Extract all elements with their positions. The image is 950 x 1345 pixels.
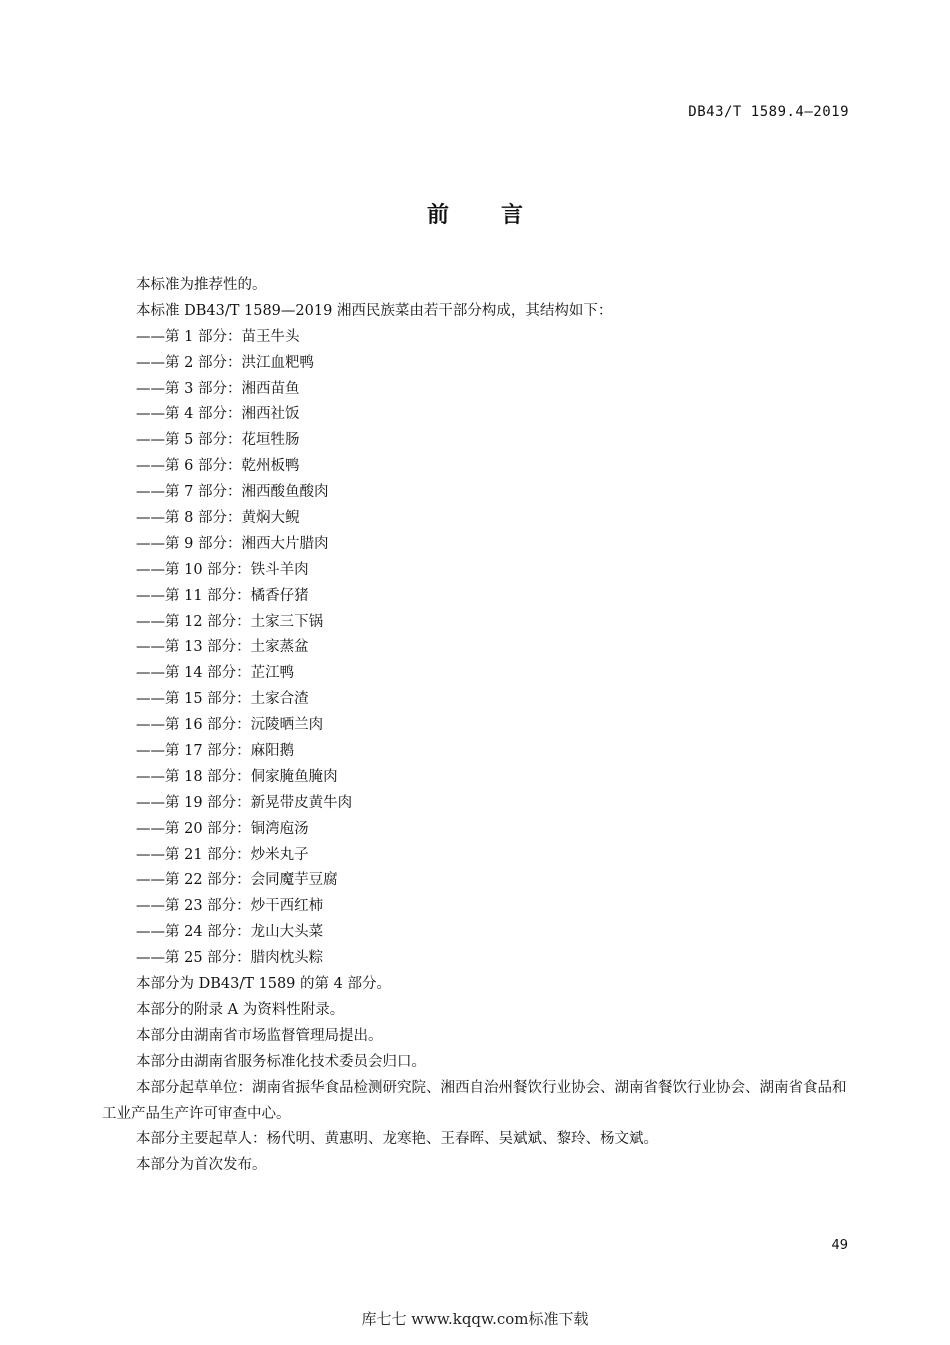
footer-watermark: 库七七 www.kqqw.com标准下载 — [361, 1310, 589, 1328]
list-item: ——第 18 部分：侗家腌鱼腌肉 — [136, 768, 338, 785]
paragraph-drafting-units: 本部分起草单位：湖南省振华食品检测研究院、湘西自治州餐饮行业协会、湖南省餐饮行业协会、湖南省食品和工业产品生产许可审查中心。 — [102, 1079, 847, 1122]
list-item: ——第 17 部分：麻阳鹅 — [136, 743, 295, 760]
list-item: ——第 15 部分：土家合渣 — [136, 691, 309, 708]
list-item: ——第 7 部分：湘西酸鱼酸肉 — [136, 484, 329, 501]
paragraph: 本部分的附录 A 为资料性附录。 — [136, 1001, 345, 1018]
list-item: ——第 23 部分：炒干西红柿 — [136, 898, 324, 915]
list-item: ——第 5 部分：花垣牲肠 — [136, 432, 300, 449]
paragraph: 本部分由湖南省市场监督管理局提出。 — [136, 1027, 383, 1044]
paragraph-drafters: 本部分主要起草人：杨代明、黄惠明、龙寒艳、王春晖、吴斌斌、黎玲、杨文斌。 — [136, 1131, 658, 1148]
list-item: ——第 6 部分：乾州板鸭 — [136, 458, 300, 475]
list-item: ——第 22 部分：会同魔芋豆腐 — [136, 872, 338, 889]
list-item: ——第 9 部分：湘西大片腊肉 — [136, 535, 329, 552]
list-item: ——第 2 部分：洪江血粑鸭 — [136, 354, 314, 371]
list-item: ——第 10 部分：铁斗羊肉 — [136, 561, 309, 578]
paragraph: 本标准 DB43/T 1589—2019 湘西民族菜由若干部分构成，其结构如下： — [136, 302, 613, 319]
list-item: ——第 3 部分：湘西苗鱼 — [136, 380, 300, 397]
list-item: ——第 25 部分：腊肉枕头粽 — [136, 950, 324, 967]
page-title — [0, 198, 950, 229]
title-char-2: 言 — [501, 203, 524, 228]
list-item: ——第 12 部分：土家三下锅 — [136, 613, 324, 630]
paragraph: 本部分为 DB43/T 1589 的第 4 部分。 — [136, 976, 391, 993]
document-code: DB43/T 1589.4—2019 — [688, 104, 849, 120]
document-body — [102, 273, 850, 1179]
list-item: ——第 24 部分：龙山大头菜 — [136, 924, 324, 941]
list-item: ——第 16 部分：沅陵晒兰肉 — [136, 717, 324, 734]
list-item: ——第 4 部分：湘西社饭 — [136, 406, 300, 423]
list-item: ——第 20 部分：铜湾庖汤 — [136, 820, 309, 837]
title-char-1: 前 — [426, 203, 449, 228]
paragraph: 本标准为推荐性的。 — [136, 277, 267, 293]
list-item: ——第 19 部分：新晃带皮黄牛肉 — [136, 794, 353, 811]
paragraph: 本部分由湖南省服务标准化技术委员会归口。 — [136, 1053, 426, 1070]
list-item: ——第 1 部分：苗王牛头 — [136, 328, 300, 345]
paragraph: 本部分为首次发布。 — [136, 1157, 267, 1174]
list-item: ——第 13 部分：土家蒸盆 — [136, 639, 309, 656]
page-number: 49 — [831, 1238, 848, 1253]
list-item: ——第 21 部分：炒米丸子 — [136, 846, 309, 863]
list-item: ——第 14 部分：芷江鸭 — [136, 665, 295, 682]
list-item: ——第 11 部分：橘香仔猪 — [136, 587, 309, 604]
parts-list — [102, 325, 850, 972]
list-item: ——第 8 部分：黄焖大鲵 — [136, 510, 300, 527]
